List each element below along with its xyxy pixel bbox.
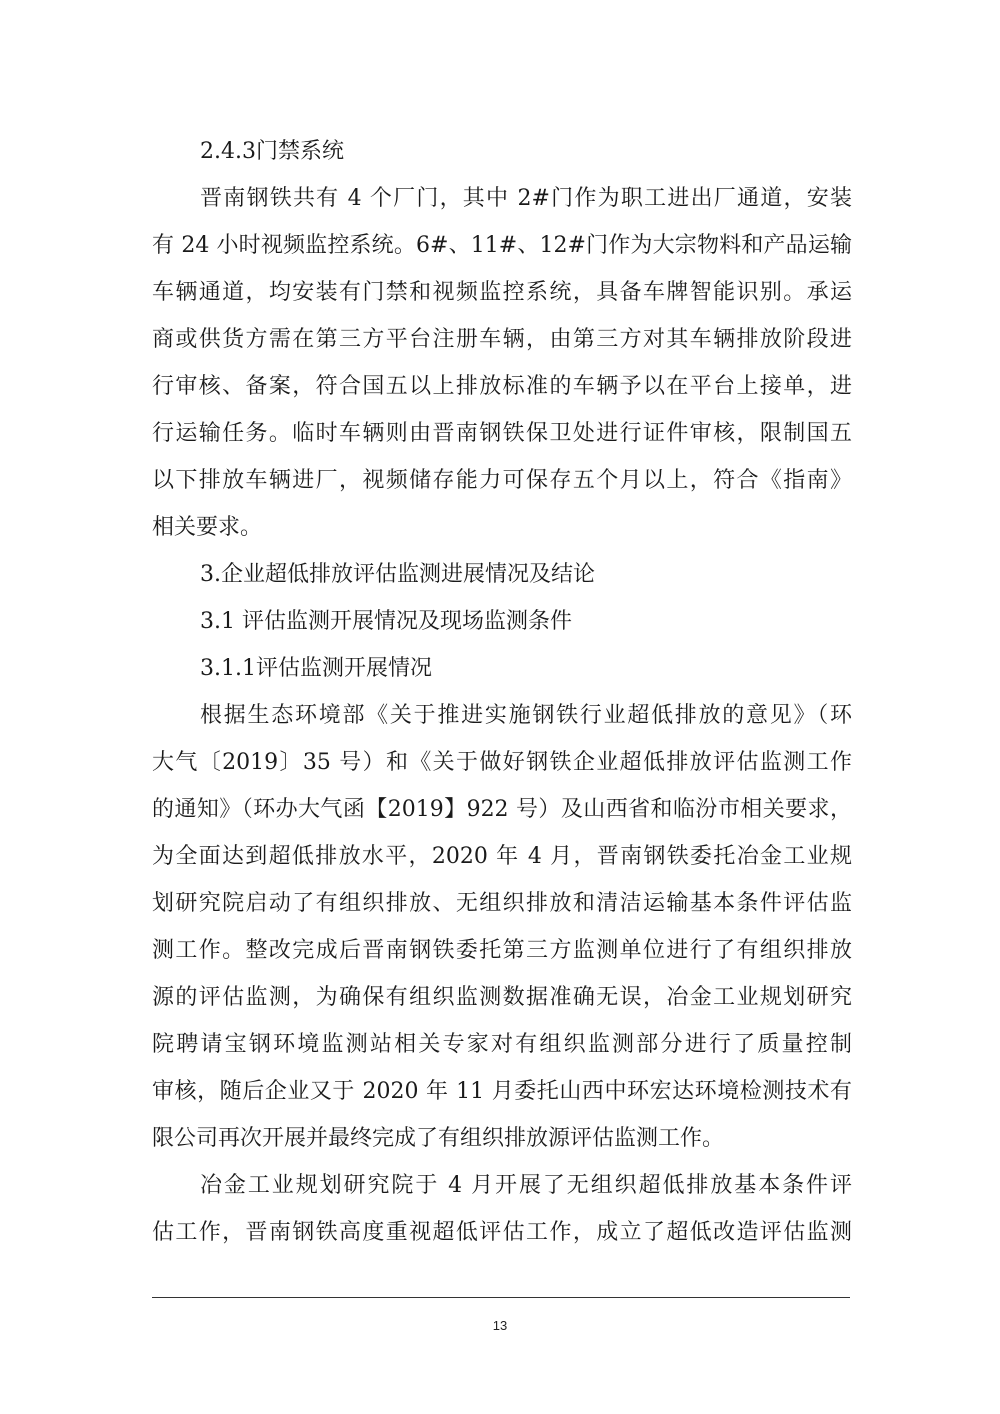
page-number: 13 (492, 1318, 508, 1333)
paragraph-line: 限公司再次开展并最终完成了有组织排放源评估监测工作。 (152, 1126, 725, 1151)
paragraph-line: 车辆通道，均安装有门禁和视频监控系统，具备车牌智能识别。承运 (152, 280, 852, 305)
paragraph-line: 的通知》（环办大气函【2019】922 号）及山西省和临汾市相关要求， (152, 797, 852, 822)
paragraph-line: 行审核、备案，符合国五以上排放标准的车辆予以在平台上接单，进 (152, 374, 852, 399)
paragraph-line: 冶金工业规划研究院于 4 月开展了无组织超低排放基本条件评 (200, 1173, 852, 1198)
paragraph-line: 大气〔2019〕35 号）和《关于做好钢铁企业超低排放评估监测工作 (152, 750, 852, 775)
paragraph-line: 源的评估监测，为确保有组织监测数据准确无误，冶金工业规划研究 (152, 985, 852, 1010)
section-heading-3: 3.企业超低排放评估监测进展情况及结论 (200, 562, 595, 587)
paragraph-line: 为全面达到超低排放水平，2020 年 4 月，晋南钢铁委托冶金工业规 (152, 844, 852, 869)
footer-divider (152, 1297, 850, 1298)
paragraph-line: 行运输任务。临时车辆则由晋南钢铁保卫处进行证件审核，限制国五 (152, 421, 852, 446)
paragraph-line: 相关要求。 (152, 515, 263, 540)
section-heading-3-1-1: 3.1.1评估监测开展情况 (200, 656, 432, 681)
paragraph-line: 审核，随后企业又于 2020 年 11 月委托山西中环宏达环境检测技术有 (152, 1079, 852, 1104)
paragraph-line: 晋南钢铁共有 4 个厂门，其中 2#门作为职工进出厂通道，安装 (200, 186, 852, 211)
paragraph-line: 院聘请宝钢环境监测站相关专家对有组织监测部分进行了质量控制 (152, 1032, 852, 1057)
paragraph-line: 以下排放车辆进厂，视频储存能力可保存五个月以上，符合《指南》 (152, 468, 852, 493)
paragraph-line: 估工作，晋南钢铁高度重视超低评估工作，成立了超低改造评估监测 (152, 1220, 852, 1245)
paragraph-line: 划研究院启动了有组织排放、无组织排放和清洁运输基本条件评估监 (152, 891, 852, 916)
section-heading-3-1: 3.1 评估监测开展情况及现场监测条件 (200, 609, 572, 634)
paragraph-line: 测工作。整改完成后晋南钢铁委托第三方监测单位进行了有组织排放 (152, 938, 852, 963)
section-heading-2-4-3: 2.4.3门禁系统 (200, 139, 344, 164)
paragraph-line: 商或供货方需在第三方平台注册车辆，由第三方对其车辆排放阶段进 (152, 327, 852, 352)
paragraph-line: 根据生态环境部《关于推进实施钢铁行业超低排放的意见》（环 (200, 703, 852, 728)
paragraph-line: 有 24 小时视频监控系统。6#、11#、12#门作为大宗物料和产品运输 (152, 233, 852, 258)
